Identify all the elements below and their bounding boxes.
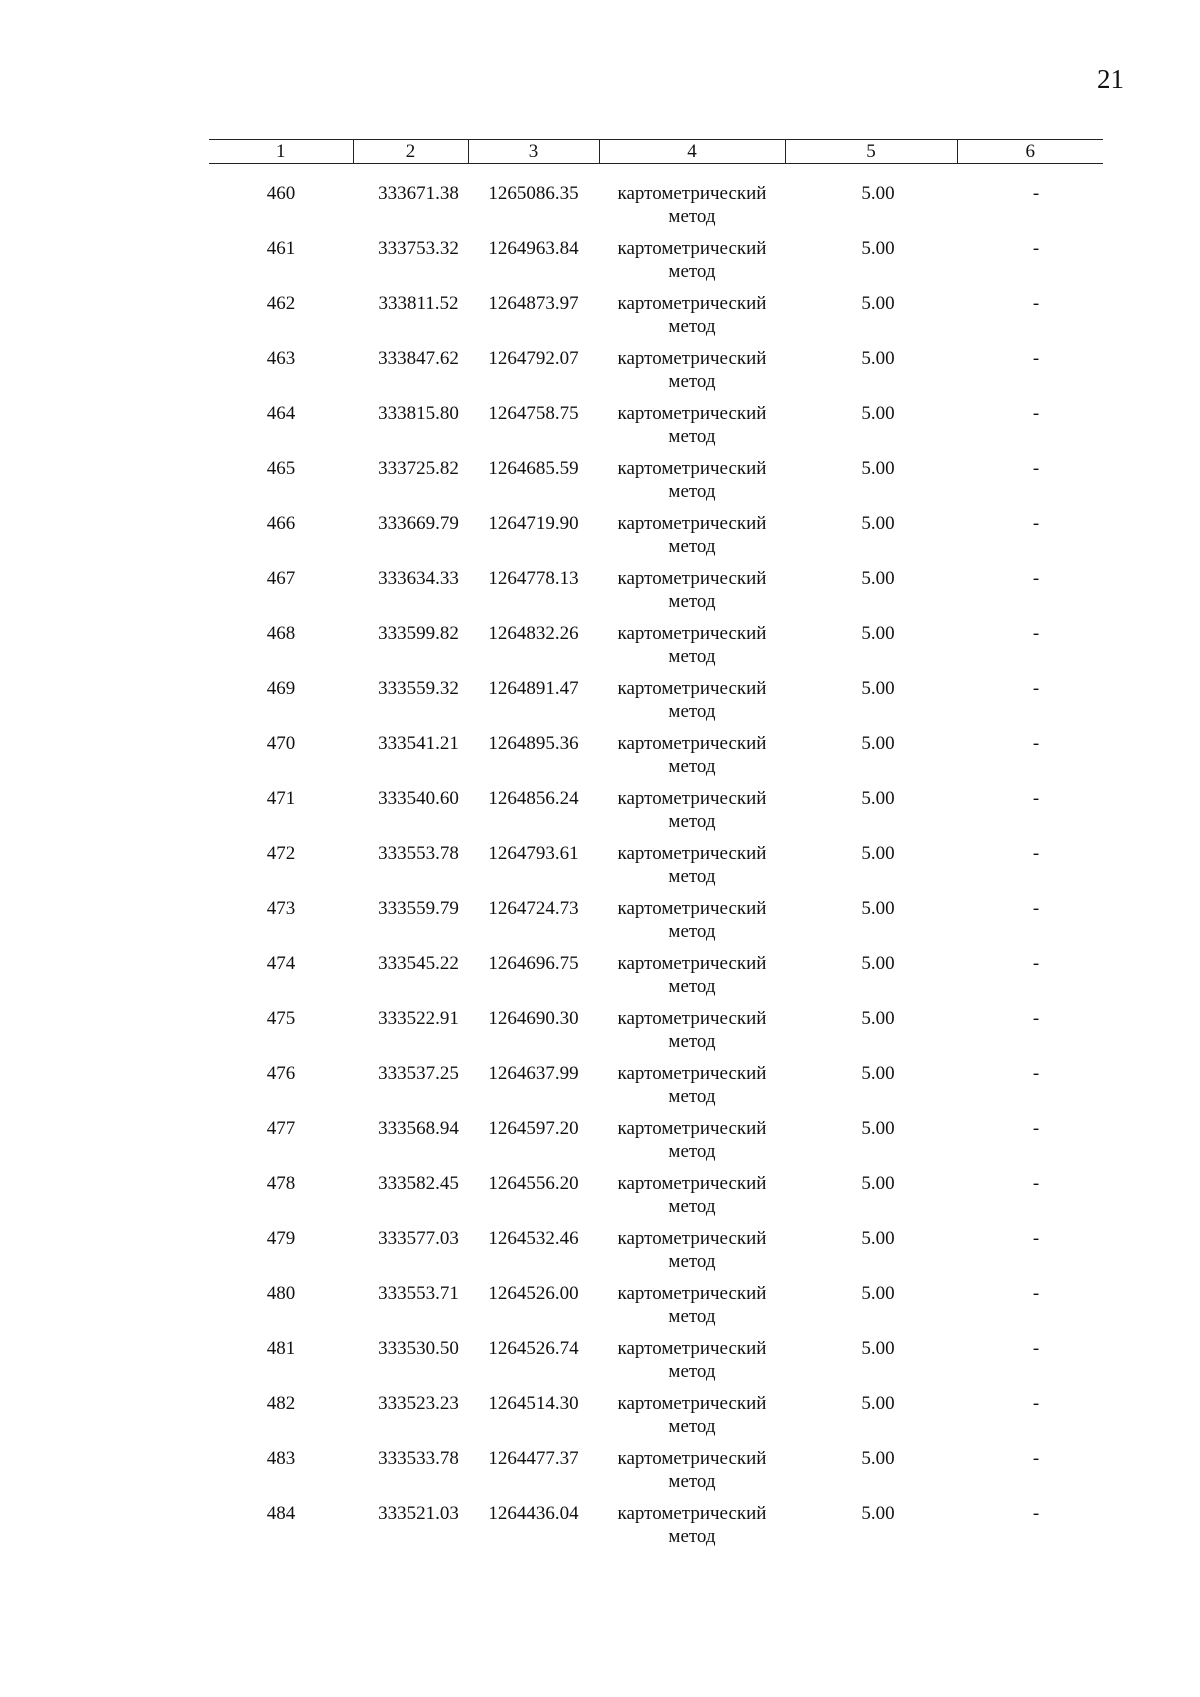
method-cell (599, 347, 785, 402)
note-cell: - (1032, 1063, 1040, 1084)
accuracy-cell: 5.00 (861, 1283, 895, 1304)
table-row (209, 897, 1103, 952)
note-cell: - (1032, 678, 1040, 699)
method-cell (599, 182, 785, 237)
y-coordinate-cell: 1264792.07 (488, 348, 579, 369)
note-cell: - (1032, 1173, 1040, 1194)
point-number-cell: 481 (266, 1338, 296, 1359)
table-row (209, 1282, 1103, 1337)
method-line-2: метод (668, 1526, 716, 1547)
note-cell: - (1032, 403, 1040, 424)
table-body (209, 164, 1103, 1558)
y-coordinate-cell: 1264724.73 (488, 898, 579, 919)
accuracy-cell: 5.00 (861, 1118, 895, 1139)
point-number-cell: 463 (266, 348, 296, 369)
method-cell (599, 1337, 785, 1392)
accuracy-cell: 5.00 (861, 293, 895, 314)
y-coordinate-cell: 1264963.84 (488, 238, 579, 259)
method-cell (599, 1227, 785, 1282)
method-line-1: картометрический (617, 1283, 767, 1304)
method-line-1: картометрический (617, 788, 767, 809)
point-number-cell: 466 (266, 513, 296, 534)
table-row (209, 1502, 1103, 1557)
x-coordinate-cell: 333523.23 (378, 1393, 459, 1414)
x-coordinate-cell: 333634.33 (378, 568, 459, 589)
point-number-cell: 464 (266, 403, 296, 424)
table-row (209, 842, 1103, 897)
table-row (209, 622, 1103, 677)
method-line-2: метод (668, 591, 716, 612)
table-header (209, 140, 1103, 164)
point-number-cell: 462 (266, 293, 296, 314)
x-coordinate-cell: 333753.32 (378, 238, 459, 259)
y-coordinate-cell: 1265086.35 (488, 183, 579, 204)
accuracy-cell: 5.00 (861, 788, 895, 809)
x-coordinate-cell: 333847.62 (378, 348, 459, 369)
method-line-2: метод (668, 1251, 716, 1272)
method-cell (599, 237, 785, 292)
method-line-2: метод (668, 1196, 716, 1217)
method-line-1: картометрический (617, 733, 767, 754)
accuracy-cell: 5.00 (861, 183, 895, 204)
point-number-cell: 479 (266, 1228, 296, 1249)
accuracy-cell: 5.00 (861, 1393, 895, 1414)
method-line-1: картометрический (617, 898, 767, 919)
x-coordinate-cell: 333559.79 (378, 898, 459, 919)
method-line-2: метод (668, 1306, 716, 1327)
y-coordinate-cell: 1264514.30 (488, 1393, 579, 1414)
method-cell (599, 457, 785, 512)
x-coordinate-cell: 333811.52 (378, 293, 459, 314)
y-coordinate-cell: 1264556.20 (488, 1173, 579, 1194)
x-coordinate-cell: 333537.25 (378, 1063, 459, 1084)
note-cell: - (1032, 1008, 1040, 1029)
accuracy-cell: 5.00 (861, 1173, 895, 1194)
method-line-2: метод (668, 1471, 716, 1492)
method-line-1: картометрический (617, 568, 767, 589)
x-coordinate-cell: 333577.03 (378, 1228, 459, 1249)
method-line-2: метод (668, 261, 716, 282)
method-line-1: картометрический (617, 1393, 767, 1414)
y-coordinate-cell: 1264778.13 (488, 568, 579, 589)
table-row (209, 1117, 1103, 1172)
accuracy-cell: 5.00 (861, 348, 895, 369)
method-cell (599, 787, 785, 842)
method-line-1: картометрический (617, 1118, 767, 1139)
accuracy-cell: 5.00 (861, 1063, 895, 1084)
method-line-1: картометрический (617, 1173, 767, 1194)
method-line-2: метод (668, 1416, 716, 1437)
method-line-2: метод (668, 921, 716, 942)
y-coordinate-cell: 1264891.47 (488, 678, 579, 699)
coordinates-table (209, 139, 1103, 1557)
method-cell (599, 512, 785, 567)
point-number-cell: 475 (266, 1008, 296, 1029)
method-line-1: картометрический (617, 293, 767, 314)
method-line-2: метод (668, 646, 716, 667)
point-number-cell: 467 (266, 568, 296, 589)
header-col-1: 1 (209, 140, 353, 164)
method-line-2: метод (668, 1031, 716, 1052)
table-row (209, 182, 1103, 237)
method-line-2: метод (668, 316, 716, 337)
method-cell (599, 402, 785, 457)
point-number-cell: 461 (266, 238, 296, 259)
table-row (209, 1392, 1103, 1447)
method-line-1: картометрический (617, 348, 767, 369)
table-row (209, 1337, 1103, 1392)
accuracy-cell: 5.00 (861, 623, 895, 644)
point-number-cell: 477 (266, 1118, 296, 1139)
header-col-5: 5 (785, 140, 957, 164)
y-coordinate-cell: 1264895.36 (488, 733, 579, 754)
method-line-2: метод (668, 1141, 716, 1162)
method-line-1: картометрический (617, 953, 767, 974)
accuracy-cell: 5.00 (861, 1338, 895, 1359)
x-coordinate-cell: 333533.78 (378, 1448, 459, 1469)
method-line-2: метод (668, 866, 716, 887)
method-cell (599, 1007, 785, 1062)
method-line-1: картометрический (617, 513, 767, 534)
x-coordinate-cell: 333669.79 (378, 513, 459, 534)
note-cell: - (1032, 1228, 1040, 1249)
method-line-2: метод (668, 426, 716, 447)
header-col-2: 2 (353, 140, 468, 164)
method-line-2: метод (668, 481, 716, 502)
method-line-1: картометрический (617, 1503, 767, 1524)
x-coordinate-cell: 333559.32 (378, 678, 459, 699)
table-row (209, 677, 1103, 732)
accuracy-cell: 5.00 (861, 843, 895, 864)
x-coordinate-cell: 333725.82 (378, 458, 459, 479)
point-number-cell: 471 (266, 788, 296, 809)
accuracy-cell: 5.00 (861, 733, 895, 754)
point-number-cell: 476 (266, 1063, 296, 1084)
header-col-6: 6 (957, 140, 1103, 164)
x-coordinate-cell: 333553.78 (378, 843, 459, 864)
accuracy-cell: 5.00 (861, 953, 895, 974)
method-cell (599, 292, 785, 347)
method-cell (599, 1447, 785, 1502)
y-coordinate-cell: 1264690.30 (488, 1008, 579, 1029)
y-coordinate-cell: 1264637.99 (488, 1063, 579, 1084)
method-cell (599, 1502, 785, 1557)
accuracy-cell: 5.00 (861, 568, 895, 589)
x-coordinate-cell: 333599.82 (378, 623, 459, 644)
method-line-2: метод (668, 811, 716, 832)
method-line-1: картометрический (617, 1448, 767, 1469)
note-cell: - (1032, 623, 1040, 644)
point-number-cell: 473 (266, 898, 296, 919)
accuracy-cell: 5.00 (861, 238, 895, 259)
table-row (209, 1062, 1103, 1117)
point-number-cell: 465 (266, 458, 296, 479)
method-cell (599, 622, 785, 677)
method-cell (599, 897, 785, 952)
y-coordinate-cell: 1264856.24 (488, 788, 579, 809)
note-cell: - (1032, 458, 1040, 479)
method-line-2: метод (668, 371, 716, 392)
method-cell (599, 677, 785, 732)
y-coordinate-cell: 1264873.97 (488, 293, 579, 314)
point-number-cell: 484 (266, 1503, 296, 1524)
x-coordinate-cell: 333541.21 (378, 733, 459, 754)
method-line-1: картометрический (617, 623, 767, 644)
table-row (209, 292, 1103, 347)
note-cell: - (1032, 238, 1040, 259)
x-coordinate-cell: 333522.91 (378, 1008, 459, 1029)
note-cell: - (1032, 183, 1040, 204)
point-number-cell: 474 (266, 953, 296, 974)
method-line-2: метод (668, 1086, 716, 1107)
method-line-1: картометрический (617, 183, 767, 204)
table-spacer (209, 164, 1103, 183)
y-coordinate-cell: 1264597.20 (488, 1118, 579, 1139)
y-coordinate-cell: 1264696.75 (488, 953, 579, 974)
note-cell: - (1032, 733, 1040, 754)
y-coordinate-cell: 1264526.00 (488, 1283, 579, 1304)
table-row (209, 237, 1103, 292)
method-line-1: картометрический (617, 458, 767, 479)
method-line-2: метод (668, 536, 716, 557)
table-row (209, 1227, 1103, 1282)
note-cell: - (1032, 293, 1040, 314)
method-cell (599, 952, 785, 1007)
header-col-4: 4 (599, 140, 785, 164)
table-row (209, 1447, 1103, 1502)
accuracy-cell: 5.00 (861, 678, 895, 699)
point-number-cell: 469 (266, 678, 296, 699)
point-number-cell: 483 (266, 1448, 296, 1469)
method-cell (599, 1172, 785, 1227)
accuracy-cell: 5.00 (861, 1008, 895, 1029)
method-cell (599, 1282, 785, 1337)
note-cell: - (1032, 1448, 1040, 1469)
header-row (209, 140, 1103, 164)
note-cell: - (1032, 898, 1040, 919)
point-number-cell: 472 (266, 843, 296, 864)
method-line-1: картометрический (617, 238, 767, 259)
note-cell: - (1032, 788, 1040, 809)
point-number-cell: 478 (266, 1173, 296, 1194)
accuracy-cell: 5.00 (861, 1448, 895, 1469)
note-cell: - (1032, 1503, 1040, 1524)
table-row (209, 457, 1103, 512)
method-line-2: метод (668, 206, 716, 227)
method-cell (599, 567, 785, 622)
x-coordinate-cell: 333540.60 (378, 788, 459, 809)
method-cell (599, 1392, 785, 1447)
x-coordinate-cell: 333582.45 (378, 1173, 459, 1194)
table-row (209, 567, 1103, 622)
point-number-cell: 460 (266, 183, 296, 204)
table-row (209, 402, 1103, 457)
method-line-1: картометрический (617, 1063, 767, 1084)
note-cell: - (1032, 1393, 1040, 1414)
note-cell: - (1032, 568, 1040, 589)
y-coordinate-cell: 1264526.74 (488, 1338, 579, 1359)
table-row (209, 1172, 1103, 1227)
method-line-1: картометрический (617, 1338, 767, 1359)
x-coordinate-cell: 333671.38 (378, 183, 459, 204)
y-coordinate-cell: 1264477.37 (488, 1448, 579, 1469)
accuracy-cell: 5.00 (861, 898, 895, 919)
method-cell (599, 732, 785, 787)
y-coordinate-cell: 1264719.90 (488, 513, 579, 534)
y-coordinate-cell: 1264532.46 (488, 1228, 579, 1249)
accuracy-cell: 5.00 (861, 1228, 895, 1249)
note-cell: - (1032, 348, 1040, 369)
method-line-1: картометрический (617, 678, 767, 699)
y-coordinate-cell: 1264793.61 (488, 843, 579, 864)
x-coordinate-cell: 333553.71 (378, 1283, 459, 1304)
point-number-cell: 482 (266, 1393, 296, 1414)
y-coordinate-cell: 1264758.75 (488, 403, 579, 424)
note-cell: - (1032, 953, 1040, 974)
table-row (209, 787, 1103, 842)
accuracy-cell: 5.00 (861, 458, 895, 479)
page-number: 21 (1097, 64, 1124, 94)
method-line-2: метод (668, 1361, 716, 1382)
note-cell: - (1032, 1283, 1040, 1304)
accuracy-cell: 5.00 (861, 403, 895, 424)
table-row (209, 347, 1103, 402)
method-line-1: картометрический (617, 843, 767, 864)
accuracy-cell: 5.00 (861, 513, 895, 534)
spacer-cell (209, 164, 1103, 183)
method-cell (599, 1062, 785, 1117)
x-coordinate-cell: 333545.22 (378, 953, 459, 974)
method-cell (599, 842, 785, 897)
note-cell: - (1032, 1118, 1040, 1139)
method-cell (599, 1117, 785, 1172)
method-line-1: картометрический (617, 403, 767, 424)
note-cell: - (1032, 513, 1040, 534)
y-coordinate-cell: 1264685.59 (488, 458, 579, 479)
point-number-cell: 480 (266, 1283, 296, 1304)
accuracy-cell: 5.00 (861, 1503, 895, 1524)
y-coordinate-cell: 1264832.26 (488, 623, 579, 644)
table-row (209, 952, 1103, 1007)
table-row (209, 512, 1103, 567)
method-line-1: картометрический (617, 1228, 767, 1249)
table-row (209, 732, 1103, 787)
method-line-2: метод (668, 701, 716, 722)
y-coordinate-cell: 1264436.04 (488, 1503, 579, 1524)
x-coordinate-cell: 333530.50 (378, 1338, 459, 1359)
method-line-2: метод (668, 756, 716, 777)
point-number-cell: 468 (266, 623, 296, 644)
note-cell: - (1032, 1338, 1040, 1359)
x-coordinate-cell: 333521.03 (378, 1503, 459, 1524)
method-line-1: картометрический (617, 1008, 767, 1029)
point-number-cell: 470 (266, 733, 296, 754)
table-row (209, 1007, 1103, 1062)
method-line-2: метод (668, 976, 716, 997)
x-coordinate-cell: 333815.80 (378, 403, 459, 424)
x-coordinate-cell: 333568.94 (378, 1118, 459, 1139)
header-col-3: 3 (468, 140, 599, 164)
note-cell: - (1032, 843, 1040, 864)
